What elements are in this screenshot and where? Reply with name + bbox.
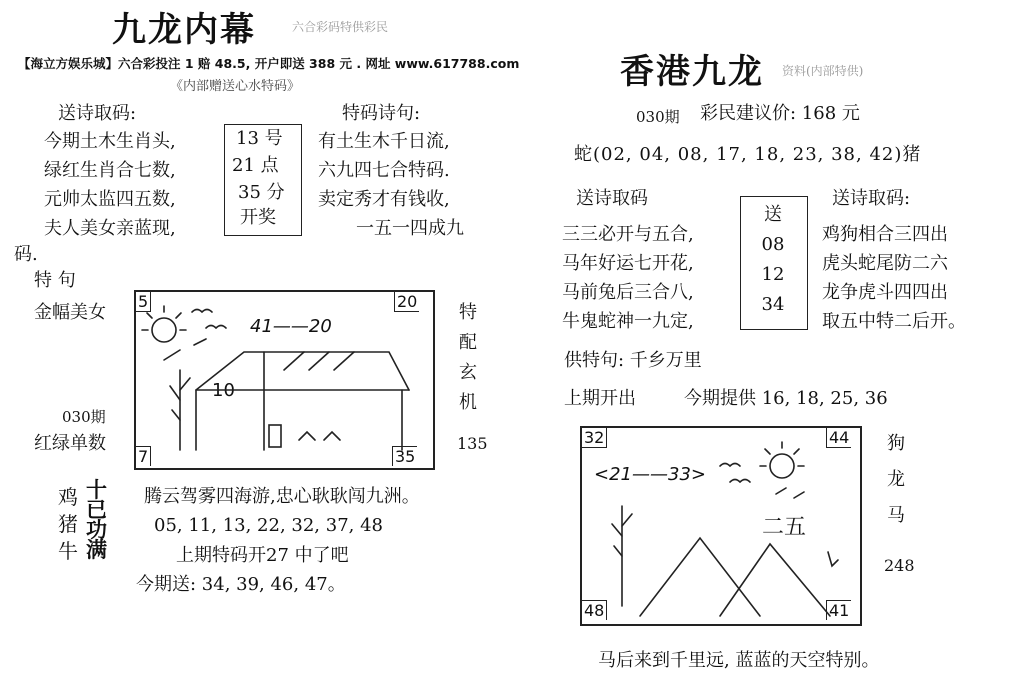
right-poem-line-b: 龙争虎斗四四出 <box>822 282 948 303</box>
left-side-vertical <box>456 298 480 418</box>
scribble-range: 41——20 <box>250 316 332 337</box>
right-side-vertical <box>884 426 908 534</box>
left-send: 今期送: 34, 39, 46, 47。 <box>136 574 346 595</box>
side-char: 机 <box>459 392 477 413</box>
right-poem-line: 三三必开与五合, <box>562 224 694 245</box>
corner-number: 48 <box>582 600 607 620</box>
right-poem-line-b: 虎头蛇尾防二六 <box>822 253 948 274</box>
corner-number: 5 <box>136 292 151 312</box>
side-char: 特 <box>459 302 477 323</box>
zodiac-char: 已 <box>86 498 107 522</box>
send-box-number: 34 <box>761 294 785 315</box>
send-box-number: 12 <box>761 264 785 285</box>
teju-label: 特 句 <box>34 270 76 291</box>
mountain-drawing-icon <box>580 426 858 622</box>
right-title: 香港九龙 <box>620 52 764 92</box>
left-issue: 030期 <box>62 408 106 426</box>
side-char: 狗 <box>887 433 905 454</box>
scribble-ten: 10 <box>212 380 235 401</box>
tema-line: 一五一四成九 <box>356 218 464 239</box>
corner-number: 32 <box>582 428 607 448</box>
left-verse: 腾云驾雾四海游,忠心耿耿闯九洲。 <box>144 486 420 507</box>
right-poem-line: 马年好运七开花, <box>562 253 694 274</box>
tema-line: 六九四七合特码. <box>318 160 450 181</box>
side-char: 玄 <box>459 362 477 383</box>
zodiac-char: 功 <box>86 518 107 542</box>
left-poem-line: 今期土木生肖头, <box>44 131 176 152</box>
house-drawing-icon <box>134 290 431 466</box>
send-box-label: 送 <box>764 204 782 225</box>
draw-minute: 35 分 <box>238 182 285 203</box>
draw-hour: 21 点 <box>232 155 279 176</box>
last-open-label: 上期开出 <box>564 388 636 409</box>
right-footer: 马后来到千里远, 蓝蓝的天空特别。 <box>598 650 880 671</box>
right-poem-heading-a: 送诗取码 <box>576 188 648 209</box>
draw-label: 开奖 <box>240 207 276 228</box>
zodiac-ox: 牛 <box>58 539 78 563</box>
ad-subtitle: 《内部赠送心水特码》 <box>170 79 301 94</box>
scribble-range: <21——33> <box>594 464 706 485</box>
special-phrase: 供特句: 千乡万里 <box>564 350 702 371</box>
side-char: 龙 <box>887 469 905 490</box>
right-side-number: 248 <box>884 556 915 575</box>
last-result: 上期特码开27 中了吧 <box>176 545 349 566</box>
left-side-number: 135 <box>457 434 488 453</box>
right-poem-heading-b: 送诗取码: <box>832 188 911 209</box>
corner-number: 7 <box>136 446 151 466</box>
left-issue-desc: 红绿单数 <box>34 433 106 454</box>
tema-line: 卖定秀才有钱收, <box>318 189 450 210</box>
zodiac-char: 十 <box>86 478 107 502</box>
corner-number: 44 <box>826 428 851 448</box>
send-box-content <box>740 200 806 320</box>
left-poem-heading: 送诗取码: <box>58 103 137 124</box>
scribble-two-five: 二五 <box>762 515 807 540</box>
left-title-sub: 六合彩码特供彩民 <box>292 20 389 34</box>
this-offer: 今期提供 16, 18, 25, 36 <box>684 388 888 409</box>
zodiac-rooster: 鸡 <box>58 485 78 509</box>
right-poem-line-b: 鸡狗相合三四出 <box>822 224 948 245</box>
zodiac-pig: 猪 <box>58 512 78 536</box>
tema-heading: 特码诗句: <box>342 103 421 124</box>
corner-number: 41 <box>826 600 851 620</box>
ad-banner[interactable]: 【海立方娱乐城】六合彩投注 1 赔 48.5, 开户即送 388 元 . 网址 www.617788.com <box>18 56 520 71</box>
left-numbers: 05, 11, 13, 22, 32, 37, 48 <box>154 515 383 536</box>
send-box-number: 08 <box>761 234 785 255</box>
zodiac-chars <box>86 480 107 560</box>
zodiac-char: 满 <box>86 538 107 562</box>
zodiac-column <box>58 484 78 565</box>
draw-day: 13 号 <box>236 128 283 149</box>
left-poem-line: 绿红生肖合七数, <box>44 160 176 181</box>
left-poem-line: 夫人美女亲蓝现, <box>44 218 176 239</box>
right-poem-line: 马前兔后三合八, <box>562 282 694 303</box>
left-title: 九龙内幕 <box>112 10 256 50</box>
teju-value: 金幅美女 <box>34 302 106 323</box>
side-char: 马 <box>887 505 905 526</box>
right-issue: 030期 <box>636 108 680 126</box>
corner-number: 20 <box>394 292 419 312</box>
left-poem-tail: 码. <box>14 244 38 265</box>
side-char: 配 <box>459 332 477 353</box>
right-poem-line: 牛鬼蛇神一九定, <box>562 311 694 332</box>
left-poem-line: 元帅太监四五数, <box>44 189 176 210</box>
tema-line: 有土生木千日流, <box>318 131 450 152</box>
snake-pig-line: 蛇(02, 04, 08, 17, 18, 23, 38, 42)猪 <box>574 144 922 165</box>
right-title-sub: 资料(内部特供) <box>782 64 864 78</box>
corner-number: 35 <box>392 446 417 466</box>
right-poem-line-b: 取五中特二后开。 <box>822 311 966 332</box>
price-label: 彩民建议价: 168 元 <box>700 103 860 124</box>
